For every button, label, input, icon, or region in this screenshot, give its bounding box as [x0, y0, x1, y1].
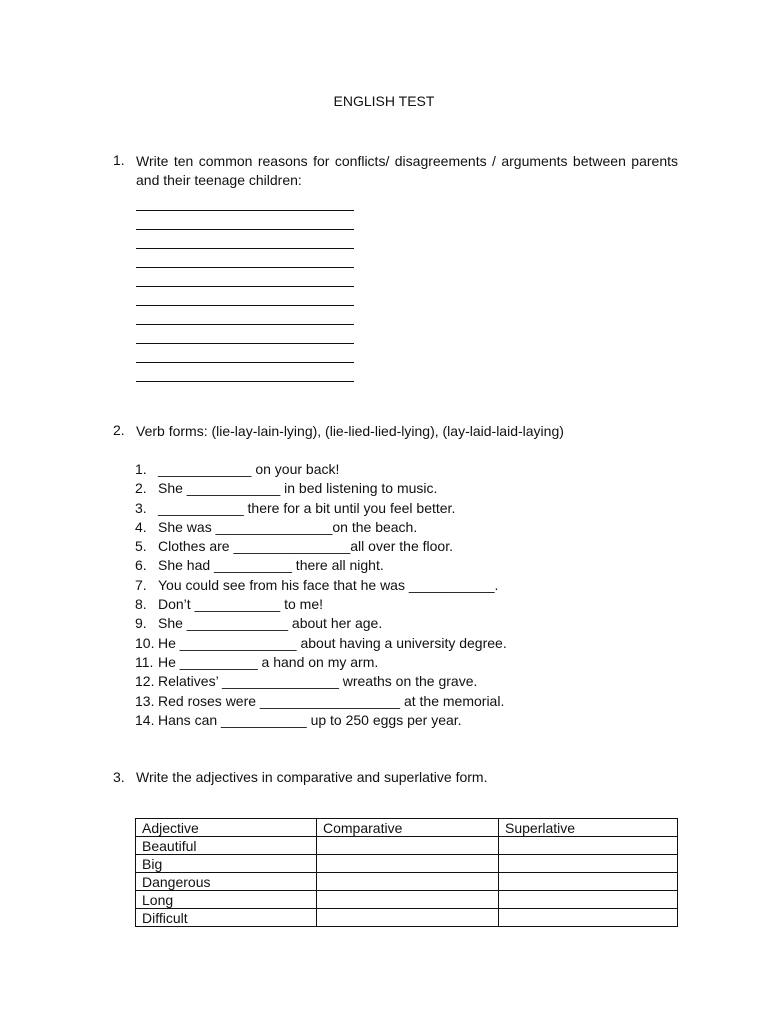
- answer-line[interactable]: [136, 344, 354, 363]
- answer-line[interactable]: [136, 325, 354, 344]
- table-header-cell: Comparative: [317, 819, 499, 837]
- list-item: [135, 672, 655, 691]
- table-header-row: [136, 819, 678, 837]
- answer-cell[interactable]: [317, 855, 499, 873]
- answer-cell[interactable]: [499, 891, 678, 909]
- item-text: Hans can ___________ up to 250 eggs per year.: [158, 711, 462, 728]
- question-number: 1.: [113, 152, 125, 168]
- table-header-cell: Adjective: [136, 819, 317, 837]
- list-item: [135, 556, 655, 575]
- item-text: Relatives’ _______________ wreaths on the grave.: [158, 673, 478, 690]
- item-number: 7.: [135, 576, 147, 593]
- item-text: You could see from his face that he was ___________.: [158, 576, 499, 593]
- item-number: 8.: [135, 596, 147, 613]
- list-item: [135, 614, 655, 633]
- list-item: [135, 634, 655, 653]
- item-number: 5.: [135, 538, 147, 555]
- question-text: Verb forms: (lie-lay-lain-lying), (lie-lied-lied-lying), (lay-laid-laid-laying): [136, 423, 564, 439]
- item-number: 2.: [135, 480, 147, 497]
- adjective-cell: Difficult: [136, 909, 317, 927]
- question-text: Write ten common reasons for conflicts/ disagreements / arguments between parents and their teenage children:: [136, 153, 678, 188]
- question-1: [113, 152, 678, 382]
- item-text: She had __________ there all night.: [158, 557, 384, 574]
- item-number: 10.: [135, 634, 155, 651]
- item-number: 1.: [135, 461, 147, 477]
- list-item: [135, 653, 655, 672]
- answer-cell[interactable]: [499, 855, 678, 873]
- answer-cell[interactable]: [499, 837, 678, 855]
- item-number: 13.: [135, 692, 155, 709]
- question-2: [113, 422, 678, 728]
- question-text: Write the adjectives in comparative and superlative form.: [136, 769, 488, 785]
- table-row: [136, 909, 678, 927]
- list-item: [135, 537, 655, 556]
- answer-line[interactable]: [136, 287, 354, 306]
- question-3: [113, 769, 678, 785]
- item-text: Don’t ___________ to me!: [158, 596, 324, 613]
- list-item: [135, 692, 655, 711]
- answer-line[interactable]: [136, 268, 354, 287]
- item-number: 12.: [135, 673, 155, 690]
- adjective-cell: Beautiful: [136, 837, 317, 855]
- item-number: 6.: [135, 557, 147, 574]
- adjective-cell: Big: [136, 855, 317, 873]
- item-text: ___________ there for a bit until you feel better.: [158, 499, 456, 516]
- adjective-cell: Long: [136, 891, 317, 909]
- adjective-table: [135, 818, 678, 927]
- table-header-cell: Superlative: [499, 819, 678, 837]
- table-row: [136, 891, 678, 909]
- answer-line[interactable]: [136, 230, 354, 249]
- list-item: [135, 499, 655, 518]
- answer-cell[interactable]: [499, 873, 678, 891]
- answer-line[interactable]: [136, 211, 354, 230]
- item-number: 4.: [135, 518, 147, 535]
- table-row: [136, 837, 678, 855]
- answer-cell[interactable]: [317, 891, 499, 909]
- answer-cell[interactable]: [317, 837, 499, 855]
- list-item: [135, 460, 655, 479]
- list-item: [135, 595, 655, 614]
- answer-lines: [136, 192, 678, 382]
- item-text: He _______________ about having a university degree.: [158, 634, 507, 651]
- answer-cell[interactable]: [499, 909, 678, 927]
- adjective-cell: Dangerous: [136, 873, 317, 891]
- table-row: [136, 855, 678, 873]
- item-text: Red roses were __________________ at the memorial.: [158, 692, 505, 709]
- answer-line[interactable]: [136, 306, 354, 325]
- item-number: 11.: [135, 653, 154, 670]
- exercise-list: [135, 460, 655, 730]
- table-row: [136, 873, 678, 891]
- answer-line[interactable]: [136, 249, 354, 268]
- item-text: She was _______________on the beach.: [158, 518, 418, 535]
- item-text: She _____________ about her age.: [158, 615, 383, 632]
- answer-cell[interactable]: [317, 873, 499, 891]
- list-item: [135, 518, 655, 537]
- question-number: 3.: [113, 769, 125, 785]
- page-title: ENGLISH TEST: [333, 93, 435, 109]
- item-text: ____________ on your back!: [158, 461, 340, 477]
- item-text: Clothes are _______________all over the floor.: [158, 538, 453, 555]
- item-number: 9.: [135, 615, 147, 632]
- item-text: She ____________ in bed listening to music.: [158, 480, 438, 497]
- list-item: [135, 479, 655, 498]
- item-text: He __________ a hand on my arm.: [158, 653, 379, 670]
- answer-line[interactable]: [136, 363, 354, 382]
- list-item: [135, 711, 655, 730]
- answer-cell[interactable]: [317, 909, 499, 927]
- question-number: 2.: [113, 422, 125, 438]
- answer-line[interactable]: [136, 192, 354, 211]
- list-item: [135, 576, 655, 595]
- item-number: 14.: [135, 711, 155, 728]
- item-number: 3.: [135, 499, 147, 516]
